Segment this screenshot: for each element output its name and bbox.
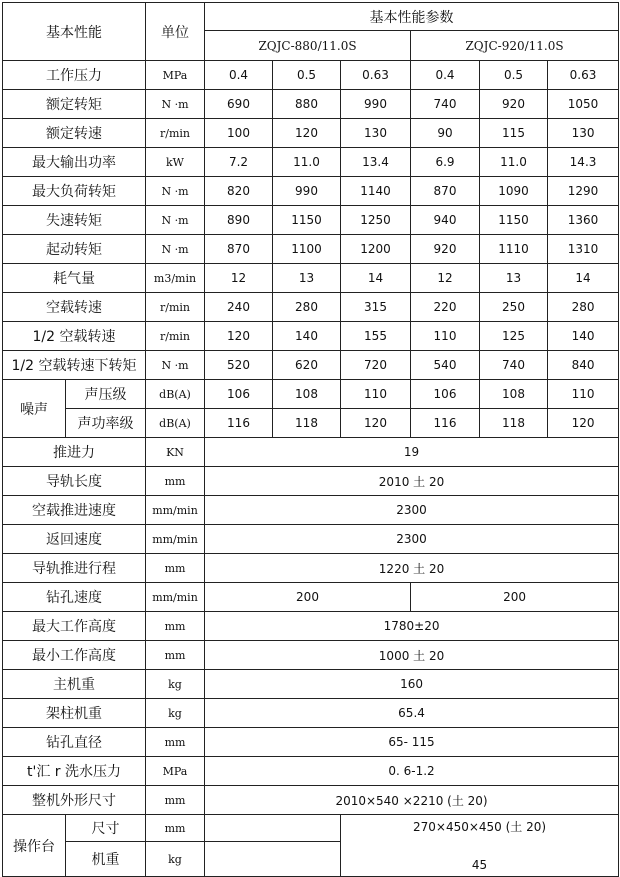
row-value: 1250 (341, 206, 411, 235)
spec-row (3, 177, 619, 206)
row-value: 12 (411, 264, 480, 293)
row-value: 880 (273, 90, 341, 119)
noise-value: 116 (411, 409, 480, 438)
spec-row (3, 612, 619, 641)
noise-unit: dB(A) (146, 409, 205, 438)
spec-row (3, 496, 619, 525)
row-unit: mm/min (146, 525, 205, 554)
row-value: 1360 (548, 206, 619, 235)
row-value: 13.4 (341, 148, 411, 177)
row-value: 1090 (480, 177, 548, 206)
row-value: 14 (341, 264, 411, 293)
row-value: 870 (205, 235, 273, 264)
row-value: 740 (480, 351, 548, 380)
row-label: 失速转矩 (3, 206, 146, 235)
row-value: 65.4 (205, 699, 619, 728)
header-unit: 单位 (146, 3, 205, 61)
row-label: 工作压力 (3, 61, 146, 90)
row-value: 1780±20 (205, 612, 619, 641)
spec-row (3, 670, 619, 699)
noise-value: 120 (548, 409, 619, 438)
row-value: 0.63 (548, 61, 619, 90)
row-unit: m3/min (146, 264, 205, 293)
row-value: 1150 (273, 206, 341, 235)
header-row-1 (3, 3, 619, 31)
spec-row (3, 90, 619, 119)
row-label: 起动转矩 (3, 235, 146, 264)
noise-value: 116 (205, 409, 273, 438)
row-value: 280 (273, 293, 341, 322)
row-value: 130 (341, 119, 411, 148)
row-value: 6.9 (411, 148, 480, 177)
row-value: 0.4 (411, 61, 480, 90)
row-label: 推进力 (3, 438, 146, 467)
row-value: 0.4 (205, 61, 273, 90)
header-group-title: 基本性能参数 (205, 3, 619, 31)
row-value: 11.0 (480, 148, 548, 177)
drill-speed-row (3, 583, 619, 612)
row-unit: r/min (146, 322, 205, 351)
row-value: 1100 (273, 235, 341, 264)
spec-row (3, 351, 619, 380)
console-weight-label: 机重 (66, 842, 146, 877)
spec-row (3, 206, 619, 235)
row-value: 240 (205, 293, 273, 322)
spec-row (3, 322, 619, 351)
row-value: 920 (411, 235, 480, 264)
row-unit: mm (146, 728, 205, 757)
row-unit: kg (146, 670, 205, 699)
row-value: 110 (411, 322, 480, 351)
noise-label: 噪声 (3, 380, 66, 438)
row-unit: r/min (146, 119, 205, 148)
console-label: 操作台 (3, 815, 66, 877)
row-value: 140 (548, 322, 619, 351)
row-value: 13 (273, 264, 341, 293)
row-value: 280 (548, 293, 619, 322)
row-label: 最大输出功率 (3, 148, 146, 177)
row-label: 最大工作高度 (3, 612, 146, 641)
row-value: 1310 (548, 235, 619, 264)
row-value: 740 (411, 90, 480, 119)
row-value: 2300 (205, 496, 619, 525)
row-value: 130 (548, 119, 619, 148)
row-unit: r/min (146, 293, 205, 322)
row-value: 100 (205, 119, 273, 148)
row-value: 690 (205, 90, 273, 119)
row-label: 空载推进速度 (3, 496, 146, 525)
row-value: 0. 6-1.2 (205, 757, 619, 786)
row-value: 125 (480, 322, 548, 351)
row-value: 990 (273, 177, 341, 206)
row-unit: N ·m (146, 351, 205, 380)
spec-row (3, 786, 619, 815)
row-value: 14 (548, 264, 619, 293)
row-value: 620 (273, 351, 341, 380)
row-value: 1050 (548, 90, 619, 119)
row-value: 220 (411, 293, 480, 322)
row-label: 返回速度 (3, 525, 146, 554)
console-values (341, 815, 619, 877)
row-value: 1290 (548, 177, 619, 206)
row-value: 12 (205, 264, 273, 293)
row-value: 820 (205, 177, 273, 206)
noise-value: 106 (411, 380, 480, 409)
row-label: 整机外形尺寸 (3, 786, 146, 815)
row-unit: mm (146, 467, 205, 496)
row-unit: mm (146, 554, 205, 583)
row-label: 主机重 (3, 670, 146, 699)
row-unit: mm/min (146, 496, 205, 525)
row-unit: kW (146, 148, 205, 177)
noise-value: 118 (480, 409, 548, 438)
noise-sub-label: 声功率级 (66, 409, 146, 438)
row-value: 2010×540 ×2210 (土 20) (205, 786, 619, 815)
row-label: t'汇 r 洗水压力 (3, 757, 146, 786)
row-value: 11.0 (273, 148, 341, 177)
row-unit: kg (146, 699, 205, 728)
row-unit: N ·m (146, 206, 205, 235)
spec-row (3, 293, 619, 322)
noise-value: 110 (548, 380, 619, 409)
row-label: 最大负荷转矩 (3, 177, 146, 206)
row-value: 250 (480, 293, 548, 322)
header-property: 基本性能 (3, 3, 146, 61)
row-unit: mm/min (146, 583, 205, 612)
row-label: 耗气量 (3, 264, 146, 293)
row-value: 1200 (341, 235, 411, 264)
row-value: 940 (411, 206, 480, 235)
spec-row (3, 554, 619, 583)
row-value: 1150 (480, 206, 548, 235)
noise-row (3, 380, 619, 409)
row-value: 520 (205, 351, 273, 380)
row-unit: KN (146, 438, 205, 467)
row-value: 155 (341, 322, 411, 351)
row-value: 160 (205, 670, 619, 699)
row-value: 2300 (205, 525, 619, 554)
row-value: 1110 (480, 235, 548, 264)
noise-value: 108 (480, 380, 548, 409)
spec-row (3, 264, 619, 293)
console-weight-value: 45 (471, 858, 488, 872)
row-unit: mm (146, 612, 205, 641)
row-unit: N ·m (146, 177, 205, 206)
console-size-value: 270×450×450 (土 20) (412, 820, 547, 834)
row-label: 额定转速 (3, 119, 146, 148)
row-value: 90 (411, 119, 480, 148)
noise-value: 108 (273, 380, 341, 409)
noise-sub-label: 声压级 (66, 380, 146, 409)
row-unit: mm (146, 786, 205, 815)
noise-row (3, 409, 619, 438)
spec-row (3, 61, 619, 90)
console-weight-empty (205, 842, 341, 877)
spec-row (3, 641, 619, 670)
row-unit: MPa (146, 757, 205, 786)
row-value-b: 200 (411, 583, 619, 612)
row-value: 115 (480, 119, 548, 148)
spec-row (3, 148, 619, 177)
row-value: 1140 (341, 177, 411, 206)
row-unit: MPa (146, 61, 205, 90)
spec-row (3, 438, 619, 467)
row-value: 1000 土 20 (205, 641, 619, 670)
row-label: 导轨推进行程 (3, 554, 146, 583)
console-size-unit: mm (146, 815, 205, 842)
noise-value: 110 (341, 380, 411, 409)
row-value: 0.5 (273, 61, 341, 90)
row-value: 920 (480, 90, 548, 119)
spec-row (3, 728, 619, 757)
row-value: 840 (548, 351, 619, 380)
noise-unit: dB(A) (146, 380, 205, 409)
header-model-a: ZQJC-880/11.0S (205, 31, 411, 61)
row-value: 0.5 (480, 61, 548, 90)
row-value: 19 (205, 438, 619, 467)
row-label: 空载转速 (3, 293, 146, 322)
row-value: 120 (205, 322, 273, 351)
console-weight-unit: kg (146, 842, 205, 877)
row-value: 0.63 (341, 61, 411, 90)
noise-value: 120 (341, 409, 411, 438)
header-model-b: ZQJC-920/11.0S (411, 31, 619, 61)
row-label: 钻孔速度 (3, 583, 146, 612)
row-label: 最小工作高度 (3, 641, 146, 670)
row-value: 720 (341, 351, 411, 380)
row-value: 870 (411, 177, 480, 206)
row-value: 14.3 (548, 148, 619, 177)
row-label: 额定转矩 (3, 90, 146, 119)
row-value: 315 (341, 293, 411, 322)
row-label: 1/2 空载转速下转矩 (3, 351, 146, 380)
console-size-label: 尺寸 (66, 815, 146, 842)
row-label: 1/2 空载转速 (3, 322, 146, 351)
row-value: 140 (273, 322, 341, 351)
spec-table (2, 2, 619, 877)
spec-row (3, 467, 619, 496)
row-unit: mm (146, 641, 205, 670)
row-value: 890 (205, 206, 273, 235)
spec-row (3, 699, 619, 728)
noise-value: 106 (205, 380, 273, 409)
row-value: 13 (480, 264, 548, 293)
spec-row (3, 119, 619, 148)
row-value: 990 (341, 90, 411, 119)
spec-row (3, 235, 619, 264)
row-value: 540 (411, 351, 480, 380)
row-unit: N ·m (146, 235, 205, 264)
row-label: 钻孔直径 (3, 728, 146, 757)
row-label: 导轨长度 (3, 467, 146, 496)
console-size-row (3, 815, 619, 842)
row-label: 架柱机重 (3, 699, 146, 728)
spec-row (3, 757, 619, 786)
row-value-a: 200 (205, 583, 411, 612)
row-value: 2010 土 20 (205, 467, 619, 496)
noise-value: 118 (273, 409, 341, 438)
console-size-empty (205, 815, 341, 842)
row-value: 65- 115 (205, 728, 619, 757)
row-value: 7.2 (205, 148, 273, 177)
spec-row (3, 525, 619, 554)
row-value: 120 (273, 119, 341, 148)
row-value: 1220 土 20 (205, 554, 619, 583)
row-unit: N ·m (146, 90, 205, 119)
